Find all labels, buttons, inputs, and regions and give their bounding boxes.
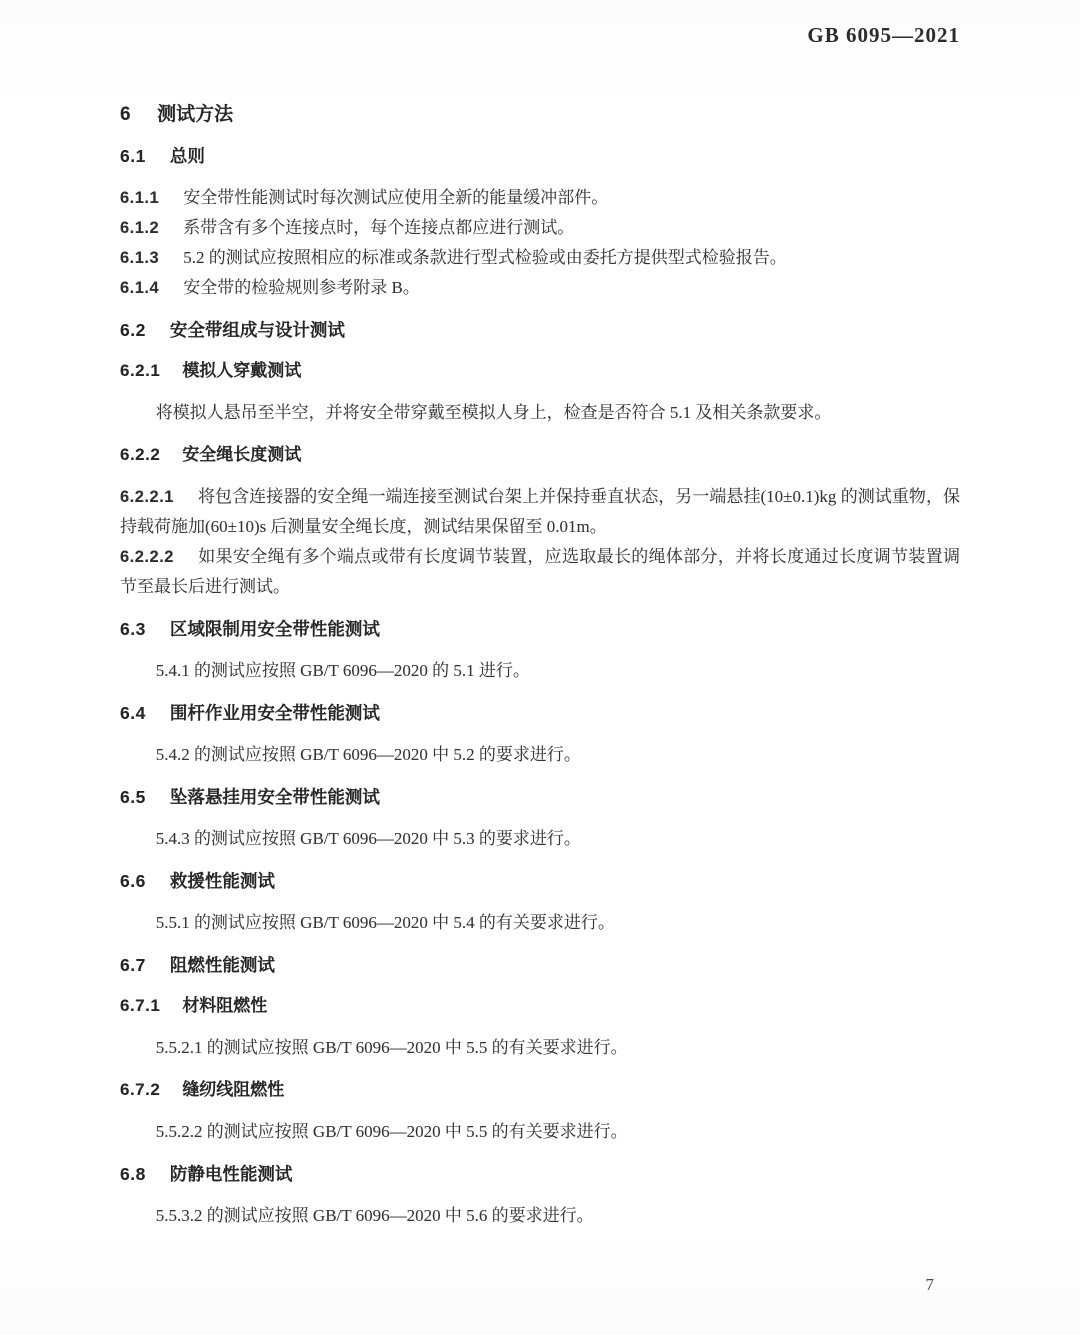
block-title-text: 系带含有多个连接点时，每个连接点都应进行测试。 (183, 218, 575, 237)
subsection-6.7.1 (120, 992, 960, 1020)
block-title-text: 缝纫线阻燃性 (182, 1080, 285, 1099)
para-15 (120, 740, 960, 770)
paragraph-text: 5.5.2.1 的测试应按照 GB/T 6096—2020 中 5.5 的有关要求进行。 (155, 1038, 628, 1057)
clause-number: 6.7.1 (120, 996, 161, 1015)
section-6.8 (120, 1160, 960, 1188)
clause-6.2.2.1 (120, 482, 960, 542)
block-title-text: 安全带性能测试时每次测试应使用全新的能量缓冲部件。 (183, 188, 609, 207)
para-24 (120, 1117, 960, 1147)
clause-number: 6.7 (120, 955, 146, 975)
block-title-text: 救援性能测试 (169, 871, 275, 891)
clause-number: 6.1 (120, 146, 146, 166)
page-footer (120, 1275, 960, 1295)
paragraph-text: 5.5.3.2 的测试应按照 GB/T 6096—2020 中 5.6 的要求进行。 (155, 1206, 594, 1225)
clause-6.2.2.2 (120, 542, 960, 602)
clause-number: 6 (120, 104, 132, 125)
para-17 (120, 824, 960, 854)
section-6.3 (120, 615, 960, 643)
para-13 (120, 656, 960, 686)
clause-number: 6.5 (120, 787, 146, 807)
block-title-text: 5.2 的测试应按照相应的标准或条款进行型式检验或由委托方提供型式检验报告。 (183, 248, 787, 267)
clause-number: 6.8 (120, 1164, 146, 1184)
section-6.5 (120, 783, 960, 811)
document-blocks (120, 101, 960, 1231)
clause-number: 6.7.2 (120, 1080, 161, 1099)
para-26 (120, 1201, 960, 1231)
block-title-text: 如果安全绳有多个端点或带有长度调节装置，应选取最长的绳体部分，并将长度通过长度调节装置调节至最长后进行测试。 (120, 547, 960, 596)
block-title-text: 坠落悬挂用安全带性能测试 (169, 787, 380, 807)
section-6.6 (120, 867, 960, 895)
clause-number: 6.2.1 (120, 361, 161, 380)
clause-number: 6.2.2.2 (120, 548, 174, 566)
para-22 (120, 1033, 960, 1063)
block-title-text: 安全带组成与设计测试 (169, 320, 345, 340)
clause-number: 6.3 (120, 619, 146, 639)
clause-number: 6.2.2.1 (120, 488, 174, 506)
clause-6.1.1 (120, 183, 960, 213)
chapter-6 (120, 101, 960, 129)
clause-6.1.3 (120, 243, 960, 273)
clause-number: 6.1.4 (120, 279, 160, 297)
subsection-6.2.2 (120, 441, 960, 469)
para-8 (120, 398, 960, 428)
para-19 (120, 908, 960, 938)
clause-6.1.2 (120, 213, 960, 243)
clause-number: 6.4 (120, 703, 146, 723)
clause-6.1.4 (120, 273, 960, 303)
block-title-text: 阻燃性能测试 (169, 955, 275, 975)
subsection-6.2.1 (120, 357, 960, 385)
block-title-text: 模拟人穿戴测试 (182, 361, 302, 380)
page-number: 7 (925, 1275, 934, 1294)
block-title-text: 材料阻燃性 (182, 996, 268, 1015)
block-title-text: 将包含连接器的安全绳一端连接至测试台架上并保持垂直状态，另一端悬挂(10±0.1)kg 的测试重物，保持载荷施加(60±10)s 后测量安全绳长度，测试结果保留至 0.01m。 (120, 487, 960, 536)
paragraph-text: 5.4.3 的测试应按照 GB/T 6096—2020 中 5.3 的要求进行。 (155, 829, 581, 848)
standard-code: GB 6095—2021 (807, 23, 960, 47)
block-title-text: 围杆作业用安全带性能测试 (169, 703, 380, 723)
clause-number: 6.1.1 (120, 189, 160, 207)
paragraph-text: 将模拟人悬吊至半空，并将安全带穿戴至模拟人身上，检查是否符合 5.1 及相关条款要求。 (155, 403, 832, 422)
clause-number: 6.1.3 (120, 249, 160, 267)
clause-number: 6.6 (120, 871, 146, 891)
paragraph-text: 5.4.2 的测试应按照 GB/T 6096—2020 中 5.2 的要求进行。 (155, 745, 581, 764)
clause-number: 6.2.2 (120, 445, 161, 464)
block-title-text: 安全绳长度测试 (182, 445, 302, 464)
section-6.1 (120, 142, 960, 170)
section-6.4 (120, 699, 960, 727)
section-6.7 (120, 951, 960, 979)
clause-number: 6.1.2 (120, 219, 160, 237)
paragraph-text: 5.4.1 的测试应按照 GB/T 6096—2020 的 5.1 进行。 (155, 661, 530, 680)
block-title-text: 总则 (169, 146, 205, 166)
section-6.2 (120, 316, 960, 344)
subsection-6.7.2 (120, 1076, 960, 1104)
paragraph-text: 5.5.1 的测试应按照 GB/T 6096—2020 中 5.4 的有关要求进行。 (155, 913, 615, 932)
running-header (120, 22, 960, 51)
paragraph-text: 5.5.2.2 的测试应按照 GB/T 6096—2020 中 5.5 的有关要求进行。 (155, 1122, 628, 1141)
block-title-text: 安全带的检验规则参考附录 B。 (183, 278, 420, 297)
block-title-text: 防静电性能测试 (169, 1164, 293, 1184)
clause-number: 6.2 (120, 320, 146, 340)
block-title-text: 区域限制用安全带性能测试 (169, 619, 380, 639)
block-title-text: 测试方法 (157, 104, 234, 125)
